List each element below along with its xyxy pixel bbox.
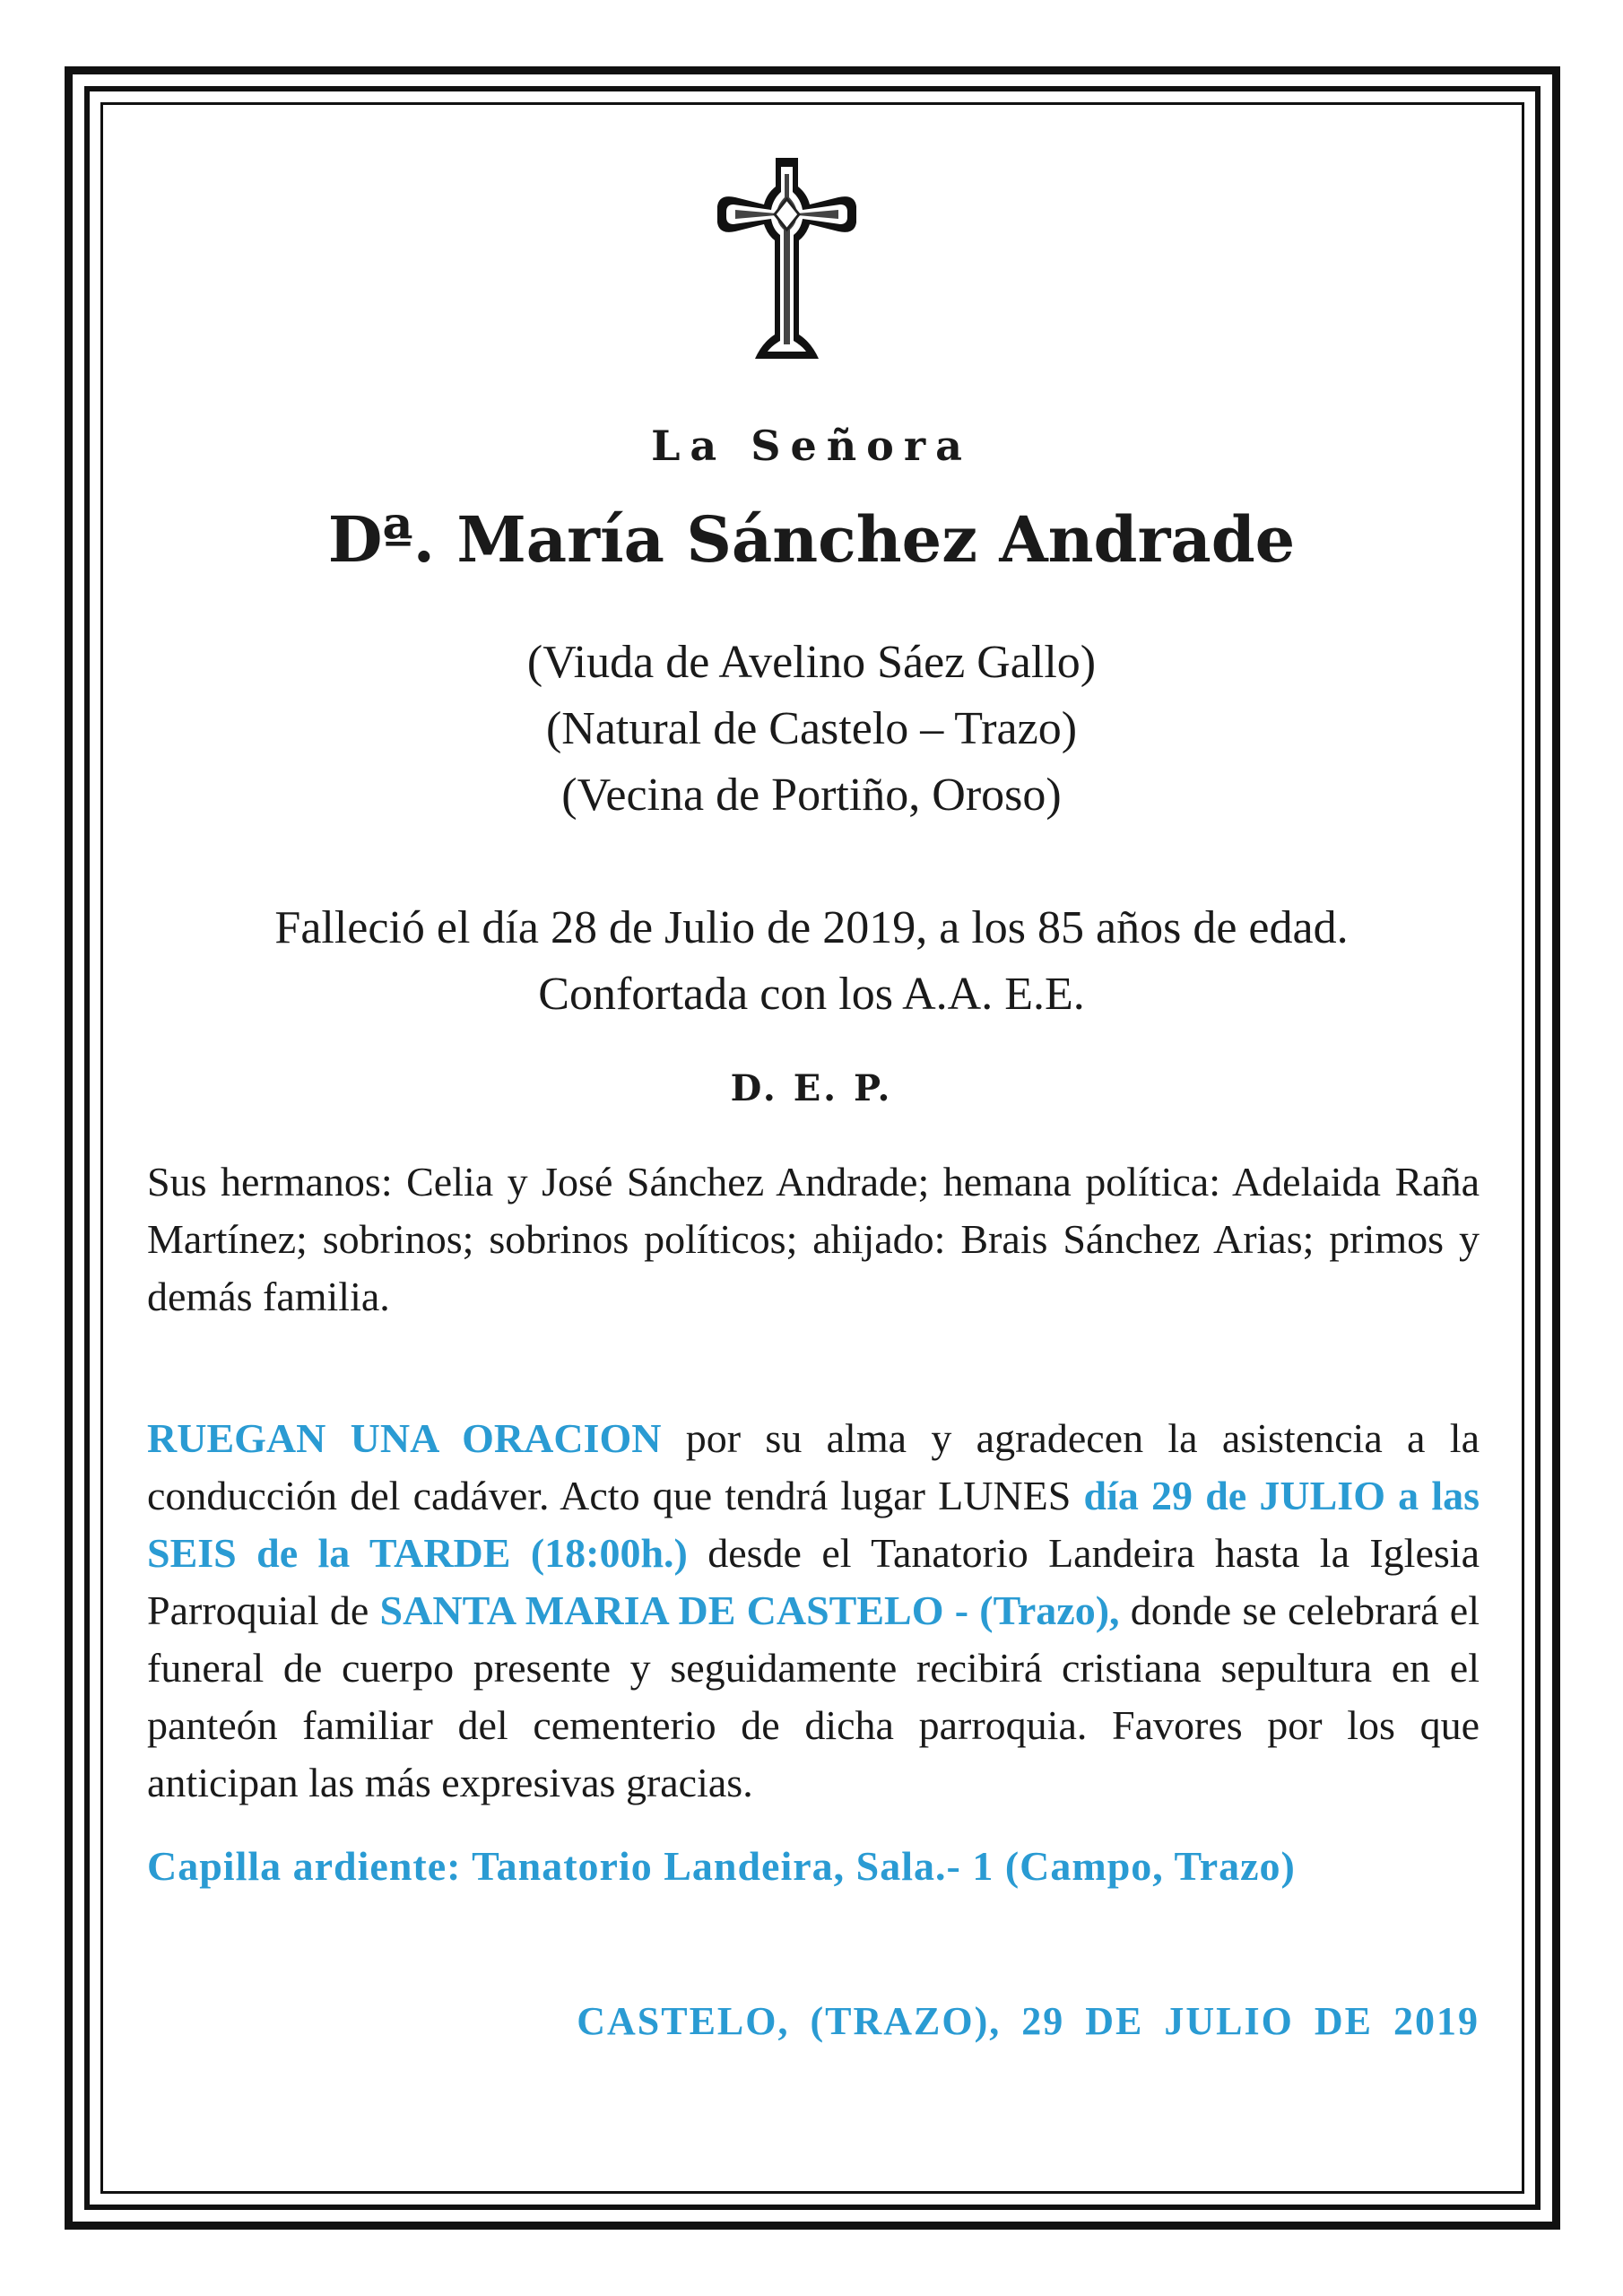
prayer-text-3: donde se celebrará el funeral de cuerpo presente y seguidamente recibirá cristiana sepultura en el panteón familiar del cementerio de dicha parroquia. Favores por los que anticipan las más expresivas gracias. bbox=[147, 1587, 1480, 1805]
widow-of: (Viuda de Avelino Sáez Gallo) bbox=[526, 637, 1097, 688]
rip: D. E. P. bbox=[730, 1067, 893, 1109]
natural-of: (Natural de Castelo – Trazo) bbox=[545, 703, 1078, 754]
prayer-text-2: desde el Tanatorio Landeira hasta la Iglesia Parroquial de bbox=[147, 1530, 1480, 1633]
chapel-info: Capilla ardiente: Tanatorio Landeira, Sala.- 1 (Campo, Trazo) bbox=[147, 1843, 1296, 1889]
church-name: SANTA MARIA DE CASTELO - (Trazo), bbox=[379, 1587, 1120, 1633]
dateline: CASTELO, (TRAZO), 29 DE JULIO DE 2019 bbox=[577, 1999, 1480, 2043]
ceremony-time: día 29 de JULIO a las SEIS de la TARDE (18:00h.) bbox=[147, 1473, 1480, 1576]
neighbor-of: (Vecina de Portiño, Oroso) bbox=[561, 770, 1062, 821]
prayer-request: RUEGAN UNA ORACION bbox=[147, 1415, 662, 1461]
death-info bbox=[117, 895, 1506, 1028]
death-date: Falleció el día 28 de Julio de 2019, a los 85 años de edad. bbox=[274, 902, 1349, 953]
personal-details bbox=[117, 630, 1506, 829]
family-paragraph: Sus hermanos: Celia y José Sánchez Andrade; hemana política: Adelaida Raña Martínez; sobrinos; sobrinos políticos; ahijado: Brais Sánchez Arias; primos y demás familia. bbox=[147, 1159, 1480, 1319]
cross-icon bbox=[713, 151, 861, 370]
honorific: La Señora bbox=[651, 422, 972, 470]
prayer-paragraph bbox=[147, 1410, 1480, 1812]
deceased-name: Dª. María Sánchez Andrade bbox=[327, 502, 1296, 577]
prayer-text-1: por su alma y agradecen la asistencia a la conducción del cadáver. Acto que tendrá lugar LUNES bbox=[147, 1415, 1480, 1518]
sacraments: Confortada con los A.A. E.E. bbox=[538, 969, 1085, 1020]
